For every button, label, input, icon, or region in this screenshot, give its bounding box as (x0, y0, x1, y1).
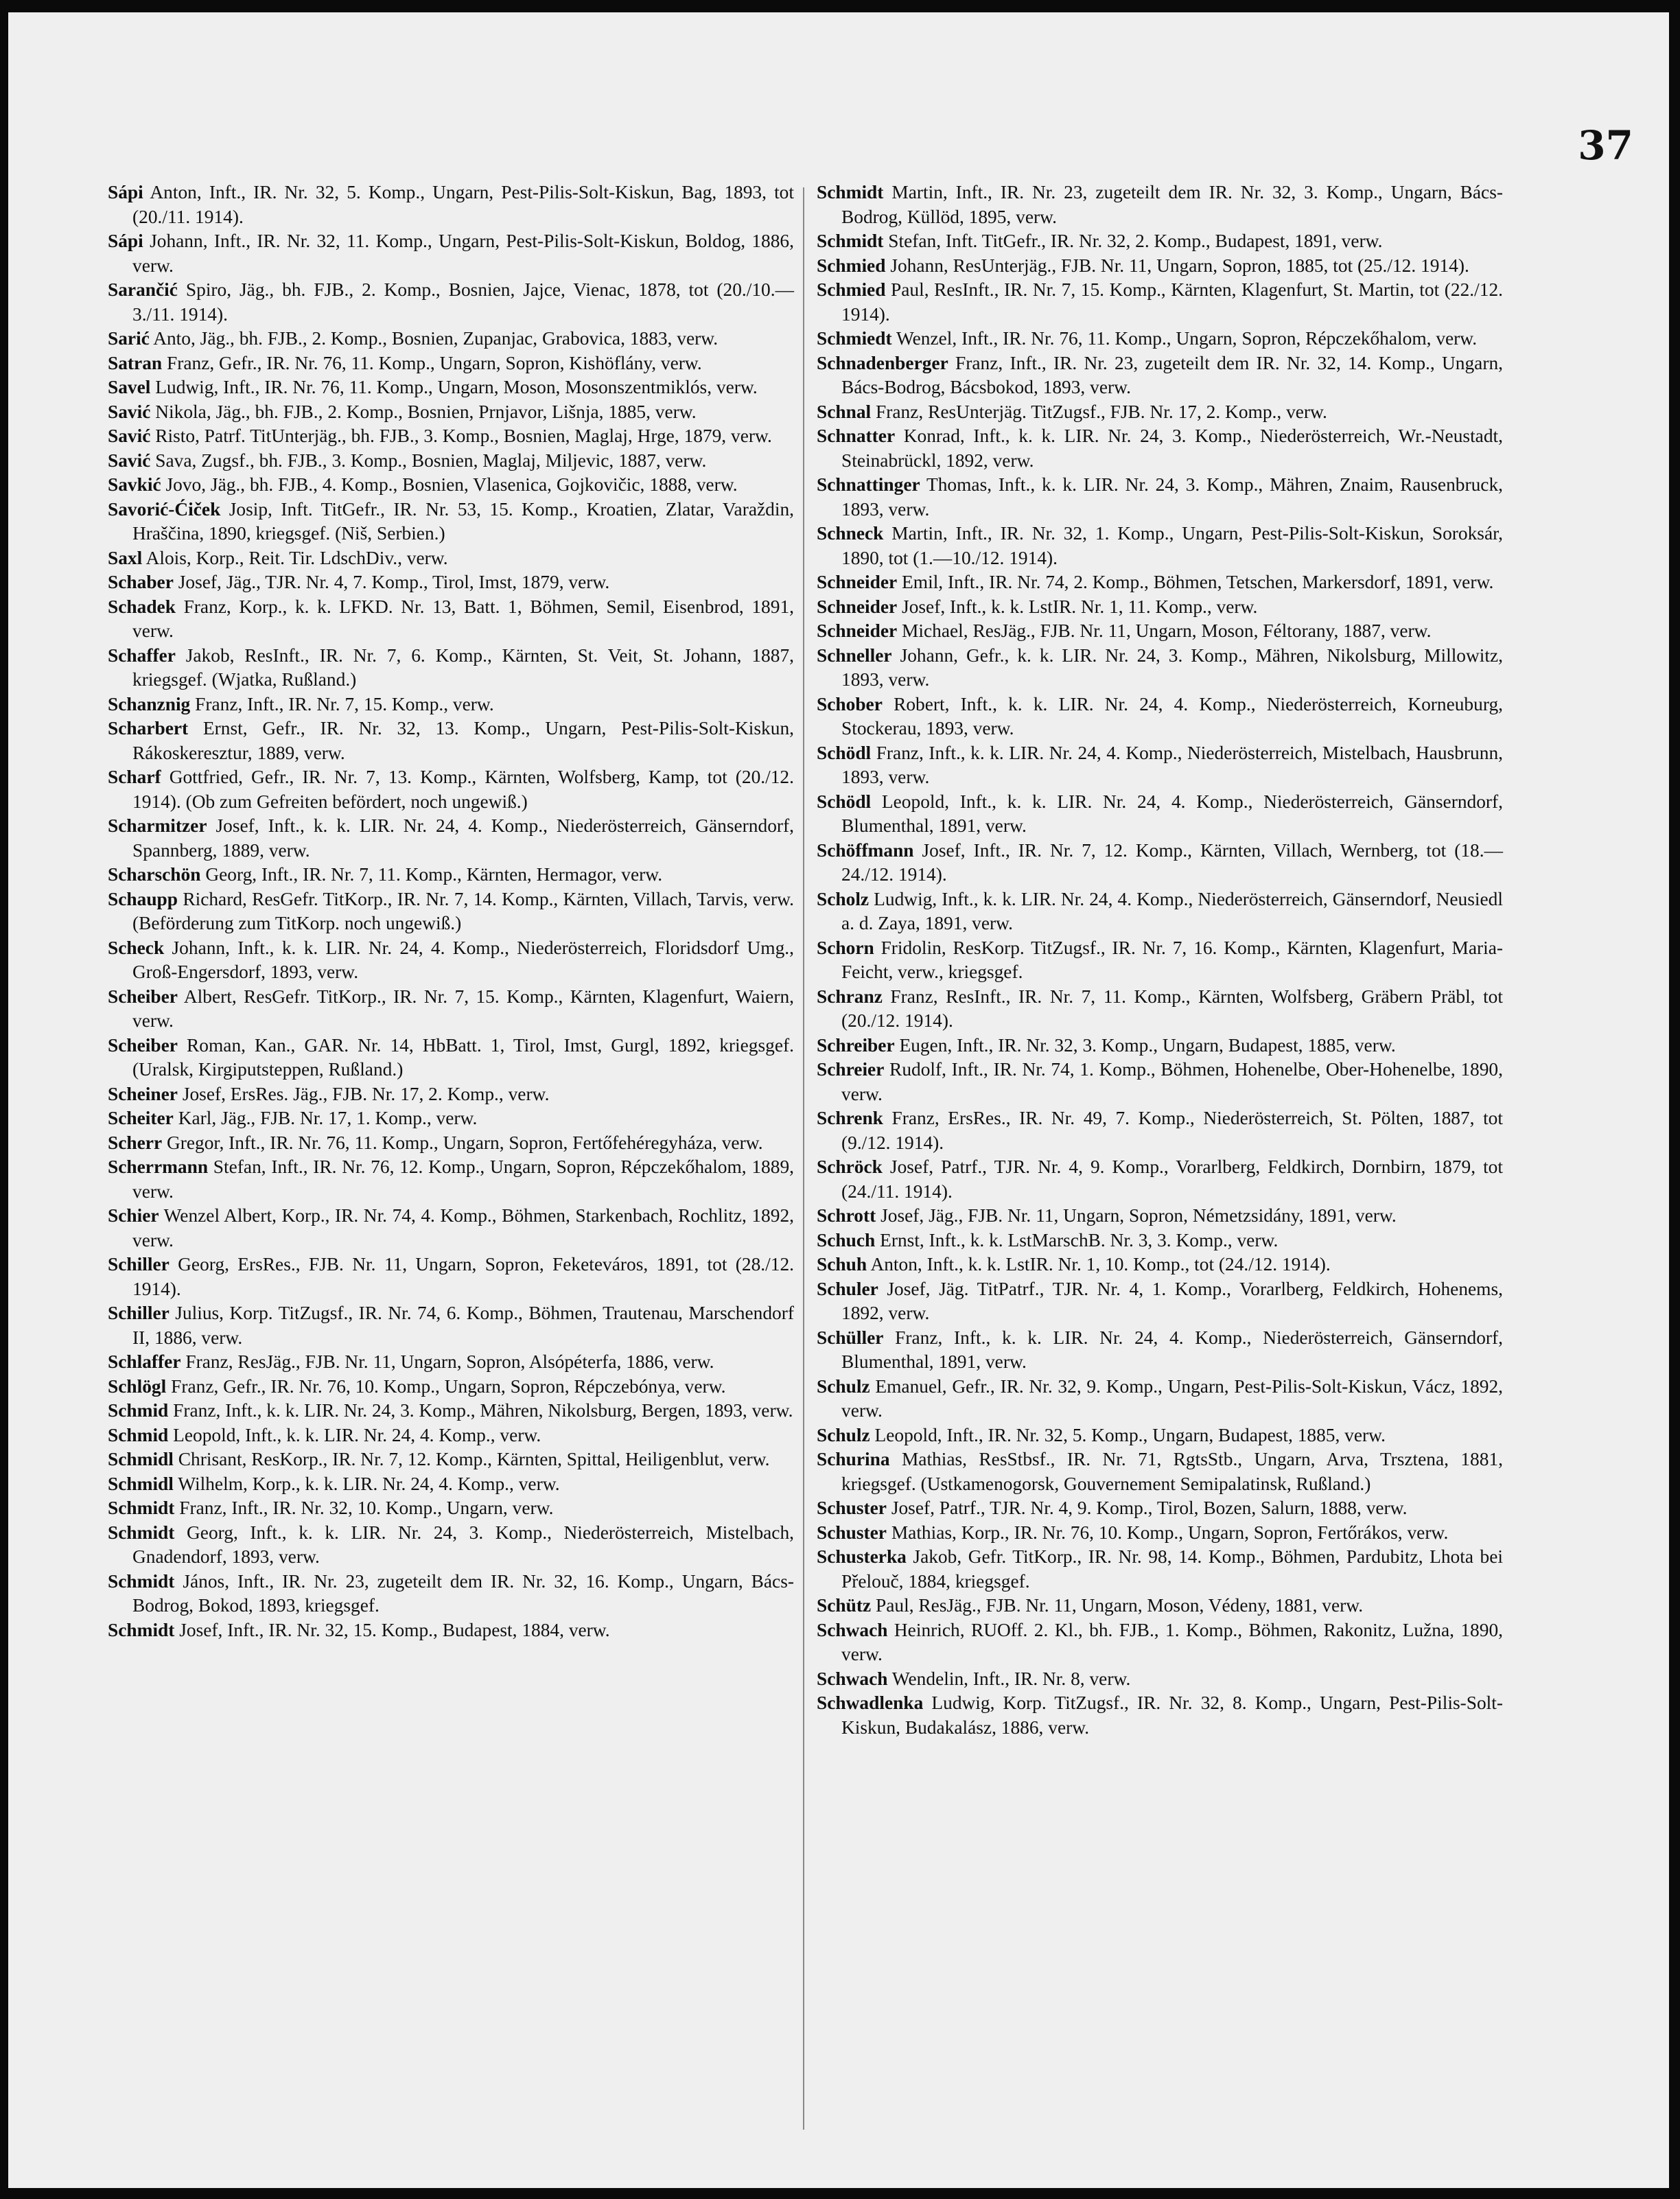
entry-surname: Savkić (108, 474, 161, 495)
entry-surname: Sarančić (108, 279, 178, 300)
entry-surname: Schuch (817, 1229, 876, 1250)
entry-details: Franz, ErsRes., IR. Nr. 49, 7. Komp., Niederösterreich, St. Pölten, 1887, tot (9./12. 1914). (841, 1108, 1503, 1153)
entry-details: Anton, Inft., IR. Nr. 32, 5. Komp., Ungarn, Pest-Pilis-Solt-Kiskun, Bag, 1893, tot (20./11. 1914). (132, 182, 794, 227)
entry-details: Jovo, Jäg., bh. FJB., 4. Komp., Bosnien, Vlasenica, Gojkovičic, 1888, verw. (165, 474, 738, 495)
entry-surname: Schmiedt (817, 328, 892, 349)
entry-details: Karl, Jäg., FJB. Nr. 17, 1. Komp., verw. (178, 1108, 478, 1128)
entry-details: Josef, Inft., IR. Nr. 32, 15. Komp., Budapest, 1884, verw. (179, 1619, 610, 1640)
list-entry (108, 1496, 794, 1521)
list-entry (817, 619, 1503, 644)
list-entry (817, 1229, 1503, 1253)
list-entry (817, 1106, 1503, 1155)
entry-surname: Satran (108, 352, 163, 373)
entry-details: Julius, Korp. TitZugsf., IR. Nr. 74, 6. Komp., Böhmen, Trautenau, Marschendorf II, 1886, verw. (132, 1303, 794, 1348)
entry-details: Josef, Jäg., TJR. Nr. 4, 7. Komp., Tirol, Imst, 1879, verw. (178, 572, 610, 592)
list-entry (817, 1375, 1503, 1423)
entry-details: Paul, ResJäg., FJB. Nr. 11, Ungarn, Moson, Védeny, 1881, verw. (876, 1595, 1364, 1616)
entry-surname: Sápi (108, 231, 143, 251)
entry-surname: Scholz (817, 888, 870, 909)
entry-surname: Saxl (108, 547, 143, 568)
entry-details: Stefan, Inft., IR. Nr. 76, 12. Komp., Ungarn, Sopron, Répczekőhalom, 1889, verw. (132, 1156, 794, 1202)
entry-details: Franz, ResJäg., FJB. Nr. 11, Ungarn, Sopron, Alsópéterfa, 1886, verw. (185, 1351, 714, 1372)
entry-details: Fridolin, ResKorp. TitZugsf., IR. Nr. 7, 16. Komp., Kärnten, Klagenfurt, Maria-Feicht, verw., kriegsgef. (841, 937, 1503, 982)
entry-details: Alois, Korp., Reit. Tir. LdschDiv., verw. (145, 547, 448, 568)
entry-surname: Schmid (108, 1400, 169, 1421)
entry-surname: Sápi (108, 182, 143, 202)
entry-surname: Schödl (817, 791, 872, 812)
list-entry (108, 1204, 794, 1253)
entry-surname: Schreiber (817, 1034, 895, 1056)
entry-surname: Scheck (108, 937, 165, 958)
list-entry (108, 473, 794, 498)
list-entry (108, 351, 794, 376)
entry-details: Rudolf, Inft., IR. Nr. 74, 1. Komp., Böhmen, Hohenelbe, Ober-Hohenelbe, 1890, verw. (841, 1059, 1503, 1104)
list-entry (108, 863, 794, 887)
entry-details: Wenzel, Inft., IR. Nr. 76, 11. Komp., Ungarn, Sopron, Répczekőhalom, verw. (896, 328, 1478, 349)
list-entry (108, 1570, 794, 1618)
list-entry (108, 595, 794, 644)
entry-details: Franz, ResUnterjäg. TitZugsf., FJB. Nr. 17, 2. Komp., verw. (876, 401, 1327, 422)
entry-surname: Schranz (817, 986, 883, 1007)
entry-details: Johann, ResUnterjäg., FJB. Nr. 11, Ungarn, Sopron, 1885, tot (25./12. 1914). (890, 255, 1469, 276)
column-divider (803, 187, 804, 2130)
entry-details: Franz, Inft., k. k. LIR. Nr. 24, 4. Komp., Niederösterreich, Mistelbach, Hausbrunn, 1893, verw. (841, 742, 1503, 787)
entry-details: Franz, ResInft., IR. Nr. 7, 11. Komp., Kärnten, Wolfsberg, Gräbern Präbl, tot (20./12. 1914). (841, 986, 1503, 1031)
list-entry (108, 546, 794, 571)
entry-details: Ludwig, Inft., IR. Nr. 76, 11. Komp., Ungarn, Moson, Mosonszentmiklós, verw. (155, 377, 758, 397)
list-entry (817, 473, 1503, 522)
entry-details: Ludwig, Korp. TitZugsf., IR. Nr. 32, 8. Komp., Ungarn, Pest-Pilis-Solt-Kiskun, Budakalász, 1886, verw. (841, 1692, 1503, 1738)
list-entry (817, 693, 1503, 741)
list-entry (108, 400, 794, 425)
list-entry (817, 1691, 1503, 1740)
list-entry (108, 644, 794, 693)
list-entry (817, 790, 1503, 839)
entry-details: János, Inft., IR. Nr. 23, zugeteilt dem IR. Nr. 32, 16. Komp., Ungarn, Bács-Bodrog, Bokod, 1893, kriegsgef. (132, 1570, 794, 1616)
list-entry (108, 1082, 794, 1107)
list-entry (108, 1521, 794, 1570)
entry-details: Anto, Jäg., bh. FJB., 2. Komp., Bosnien, Zupanjac, Grabovica, 1883, verw. (153, 328, 719, 349)
right-column (817, 181, 1503, 1740)
page-number: 37 (1578, 122, 1633, 169)
list-entry (817, 1521, 1503, 1546)
list-entry (817, 254, 1503, 279)
list-entry (108, 814, 794, 863)
list-entry (108, 570, 794, 595)
entry-surname: Scharmitzer (108, 815, 207, 836)
entry-surname: Schröck (817, 1156, 883, 1177)
list-entry (817, 1618, 1503, 1667)
list-entry (817, 400, 1503, 425)
list-entry (108, 1034, 794, 1082)
entry-surname: Schneck (817, 523, 884, 544)
entry-details: Stefan, Inft. TitGefr., IR. Nr. 32, 2. Komp., Budapest, 1891, verw. (888, 231, 1383, 251)
entry-surname: Schuler (817, 1278, 878, 1299)
entry-surname: Schier (108, 1205, 159, 1226)
entry-details: Richard, ResGefr. TitKorp., IR. Nr. 7, 14. Komp., Kärnten, Villach, Tarvis, verw. (Beförderung zum TitKorp. noch ungewiß.) (132, 888, 794, 933)
list-entry (817, 595, 1503, 620)
entry-surname: Schaupp (108, 888, 178, 909)
entry-surname: Sarić (108, 328, 150, 349)
entry-details: Gregor, Inft., IR. Nr. 76, 11. Komp., Ungarn, Sopron, Fertőfehéregyháza, verw. (166, 1132, 763, 1153)
entry-surname: Scharf (108, 767, 161, 787)
list-entry (817, 278, 1503, 327)
entry-surname: Schmidt (108, 1619, 175, 1640)
entry-surname: Schöffmann (817, 839, 914, 861)
entry-surname: Schober (817, 693, 883, 714)
entry-surname: Schaffer (108, 644, 176, 666)
list-entry (817, 327, 1503, 351)
entry-details: Robert, Inft., k. k. LIR. Nr. 24, 4. Komp., Niederösterreich, Korneuburg, Stockerau, 1893, verw. (841, 693, 1503, 738)
entry-details: Leopold, Inft., k. k. LIR. Nr. 24, 4. Komp., verw. (173, 1424, 541, 1445)
entry-surname: Schusterka (817, 1546, 907, 1567)
entry-details: Franz, Inft., k. k. LIR. Nr. 24, 4. Komp., Niederösterreich, Gänserndorf, Blumenthal, 1891, verw. (841, 1327, 1503, 1372)
entry-details: Wenzel Albert, Korp., IR. Nr. 74, 4. Komp., Böhmen, Starkenbach, Rochlitz, 1892, verw. (132, 1205, 794, 1250)
list-entry (108, 229, 794, 278)
entry-surname: Schneider (817, 572, 898, 592)
entry-details: Roman, Kan., GAR. Nr. 14, HbBatt. 1, Tirol, Imst, Gurgl, 1892, kriegsgef. (Uralsk, Kirgiputsteppen, Rußland.) (132, 1034, 794, 1080)
entry-details: Jakob, Gefr. TitKorp., IR. Nr. 98, 14. Komp., Böhmen, Pardubitz, Lhota bei Přelouč, 1884, kriegsgef. (841, 1546, 1503, 1592)
entry-details: Ludwig, Inft., k. k. LIR. Nr. 24, 4. Komp., Niederösterreich, Gänserndorf, Neusiedl a. d. Zaya, 1891, verw. (841, 888, 1503, 933)
list-entry (817, 1204, 1503, 1229)
list-entry (108, 327, 794, 351)
entry-surname: Schwach (817, 1668, 888, 1689)
entry-surname: Schwadlenka (817, 1692, 924, 1713)
entry-surname: Schnal (817, 401, 872, 422)
entry-surname: Scheiner (108, 1083, 178, 1104)
entry-details: Johann, Inft., k. k. LIR. Nr. 24, 4. Komp., Niederösterreich, Floridsdorf Umg., Groß-Engersdorf, 1893, verw. (132, 937, 794, 982)
entry-details: Franz, Inft., IR. Nr. 32, 10. Komp., Ungarn, verw. (179, 1498, 554, 1518)
entry-surname: Scherrmann (108, 1156, 209, 1177)
document-page (8, 12, 1669, 2188)
entry-details: Franz, Inft., IR. Nr. 23, zugeteilt dem IR. Nr. 32, 14. Komp., Ungarn, Bács-Bodrog, Bácsbokod, 1893, verw. (841, 352, 1503, 397)
entry-surname: Scherr (108, 1132, 163, 1153)
list-entry (817, 644, 1503, 693)
list-entry (108, 424, 794, 449)
entry-surname: Schütz (817, 1595, 872, 1616)
list-entry (108, 1131, 794, 1156)
entry-surname: Schlögl (108, 1375, 167, 1397)
entry-surname: Schnattinger (817, 474, 920, 495)
entry-surname: Schmidt (817, 182, 884, 202)
list-entry (108, 1301, 794, 1350)
list-entry (817, 887, 1503, 936)
entry-details: Konrad, Inft., k. k. LIR. Nr. 24, 3. Komp., Niederösterreich, Wr.-Neustadt, Steinabrückl, 1892, verw. (841, 426, 1503, 471)
list-entry (108, 1618, 794, 1643)
list-entry (817, 1423, 1503, 1448)
entry-details: Wendelin, Inft., IR. Nr. 8, verw. (891, 1668, 1131, 1689)
entry-surname: Schrott (817, 1205, 876, 1226)
entry-details: Josef, Patrf., TJR. Nr. 4, 9. Komp., Vorarlberg, Feldkirch, Dornbirn, 1879, tot (24./11. 1914). (841, 1156, 1503, 1202)
list-entry (817, 1545, 1503, 1594)
entry-surname: Schlaffer (108, 1351, 181, 1372)
entry-details: Leopold, Inft., k. k. LIR. Nr. 24, 4. Komp., Niederösterreich, Gänserndorf, Blumenthal, 1891, verw. (841, 791, 1503, 836)
entry-details: Franz, Gefr., IR. Nr. 76, 10. Komp., Ungarn, Sopron, Répczebónya, verw. (171, 1375, 726, 1397)
list-entry (108, 278, 794, 327)
entry-details: Josef, Patrf., TJR. Nr. 4, 9. Komp., Tirol, Bozen, Salurn, 1888, verw. (891, 1498, 1408, 1518)
entry-surname: Savel (108, 377, 151, 397)
entry-details: Ernst, Inft., k. k. LstMarschB. Nr. 3, 3. Komp., verw. (880, 1229, 1279, 1250)
entry-surname: Schmid (108, 1424, 169, 1445)
entry-surname: Scharbert (108, 718, 189, 738)
entry-surname: Schanznig (108, 693, 191, 714)
entry-details: Franz, Korp., k. k. LFKD. Nr. 13, Batt. 1, Böhmen, Semil, Eisenbrod, 1891, verw. (132, 596, 794, 641)
entry-surname: Schuster (817, 1522, 887, 1543)
entry-details: Mathias, Korp., IR. Nr. 76, 10. Komp., Ungarn, Sopron, Fertőrákos, verw. (891, 1522, 1449, 1543)
entry-details: Eugen, Inft., IR. Nr. 32, 3. Komp., Ungarn, Budapest, 1885, verw. (899, 1034, 1396, 1056)
entry-details: Franz, Inft., IR. Nr. 7, 15. Komp., verw. (195, 693, 494, 714)
entry-details: Albert, ResGefr. TitKorp., IR. Nr. 7, 15. Komp., Kärnten, Klagenfurt, Waiern, verw. (132, 986, 794, 1031)
entry-details: Spiro, Jäg., bh. FJB., 2. Komp., Bosnien, Jajce, Vienac, 1878, tot (20./10.—3./11. 1914). (132, 279, 794, 325)
list-entry (817, 229, 1503, 254)
entry-surname: Schnatter (817, 426, 896, 446)
entry-surname: Schreier (817, 1059, 885, 1080)
entry-details: Paul, ResInft., IR. Nr. 7, 15. Komp., Kärnten, Klagenfurt, St. Martin, tot (22./12. 1914). (841, 279, 1503, 325)
entry-surname: Schüller (817, 1327, 884, 1348)
entry-surname: Schorn (817, 937, 874, 958)
list-entry (817, 1496, 1503, 1521)
entry-details: Sava, Zugsf., bh. FJB., 3. Komp., Bosnien, Maglaj, Miljevic, 1887, verw. (155, 450, 707, 471)
list-entry (108, 1106, 794, 1131)
entry-surname: Schneider (817, 620, 898, 641)
entry-details: Josef, Inft., k. k. LstIR. Nr. 1, 11. Komp., verw. (902, 596, 1258, 617)
entry-surname: Schiller (108, 1303, 170, 1323)
entry-details: Wilhelm, Korp., k. k. LIR. Nr. 24, 4. Komp., verw. (178, 1473, 560, 1494)
list-entry (108, 936, 794, 985)
list-entry (108, 1375, 794, 1399)
entry-surname: Schneller (817, 644, 892, 666)
entry-details: Heinrich, RUOff. 2. Kl., bh. FJB., 1. Komp., Böhmen, Rakonitz, Lužna, 1890, verw. (841, 1619, 1503, 1664)
entry-surname: Schulz (817, 1375, 870, 1397)
entry-details: Anton, Inft., k. k. LstIR. Nr. 1, 10. Komp., tot (24./12. 1914). (870, 1254, 1331, 1275)
entry-surname: Savić (108, 426, 151, 446)
entry-surname: Savorić-Ćiček (108, 498, 221, 520)
entry-surname: Savić (108, 401, 151, 422)
entry-surname: Schmidt (108, 1570, 175, 1592)
list-entry (817, 424, 1503, 473)
list-entry (817, 1034, 1503, 1058)
entry-details: Michael, ResJäg., FJB. Nr. 11, Ungarn, Moson, Féltorany, 1887, verw. (902, 620, 1432, 641)
entry-surname: Schwach (817, 1619, 888, 1640)
list-entry (108, 1399, 794, 1423)
entry-surname: Schuster (817, 1498, 887, 1518)
list-entry (108, 693, 794, 717)
list-entry (817, 522, 1503, 570)
entry-surname: Schurina (817, 1449, 890, 1469)
list-entry (817, 1155, 1503, 1204)
list-entry (817, 1326, 1503, 1375)
list-entry (108, 1447, 794, 1472)
entry-details: Josef, Inft., IR. Nr. 7, 12. Komp., Kärnten, Villach, Wernberg, tot (18.—24./12. 1914). (841, 839, 1503, 885)
list-entry (108, 765, 794, 814)
entry-surname: Schmidt (108, 1522, 175, 1543)
entry-details: Chrisant, ResKorp., IR. Nr. 7, 12. Komp., Kärnten, Spittal, Heiligenblut, verw. (178, 1449, 770, 1469)
entry-details: Martin, Inft., IR. Nr. 32, 1. Komp., Ungarn, Pest-Pilis-Solt-Kiskun, Soroksár, 1890, tot (1.—10./12. 1914). (841, 523, 1503, 568)
entry-surname: Schrenk (817, 1108, 883, 1128)
entry-details: Johann, Inft., IR. Nr. 32, 11. Komp., Ungarn, Pest-Pilis-Solt-Kiskun, Boldog, 1886, verw. (132, 231, 794, 276)
list-entry (817, 351, 1503, 400)
list-entry (817, 570, 1503, 595)
entry-details: Jakob, ResInft., IR. Nr. 7, 6. Komp., Kärnten, St. Veit, St. Johann, 1887, kriegsgef. (Wjatka, Rußland.) (132, 644, 794, 690)
entry-surname: Schneider (817, 596, 898, 617)
entry-details: Risto, Patrf. TitUnterjäg., bh. FJB., 3. Komp., Bosnien, Maglaj, Hrge, 1879, verw. (155, 426, 772, 446)
list-entry (108, 1472, 794, 1497)
list-entry (108, 498, 794, 546)
entry-surname: Scheiber (108, 986, 178, 1007)
entry-surname: Scharschön (108, 864, 201, 885)
left-column (108, 181, 794, 1642)
entry-details: Nikola, Jäg., bh. FJB., 2. Komp., Bosnien, Prnjavor, Lišnja, 1885, verw. (155, 401, 697, 422)
entry-surname: Schmied (817, 255, 886, 276)
list-entry (817, 985, 1503, 1034)
entry-details: Josef, Jäg., FJB. Nr. 11, Ungarn, Sopron, Németzsidány, 1891, verw. (880, 1205, 1397, 1226)
list-entry (817, 181, 1503, 229)
entry-details: Josip, Inft. TitGefr., IR. Nr. 53, 15. Komp., Kroatien, Zlatar, Varaždin, Hraščina, 1890, kriegsgef. (Niš, Serbien.) (132, 498, 794, 544)
entry-details: Franz, Inft., k. k. LIR. Nr. 24, 3. Komp., Mähren, Nikolsburg, Bergen, 1893, verw. (173, 1400, 793, 1421)
list-entry (817, 1277, 1503, 1326)
entry-surname: Schadek (108, 596, 176, 617)
entry-details: Leopold, Inft., IR. Nr. 32, 5. Komp., Ungarn, Budapest, 1885, verw. (874, 1424, 1386, 1445)
entry-surname: Savić (108, 450, 151, 471)
entry-details: Gottfried, Gefr., IR. Nr. 7, 13. Komp., Kärnten, Wolfsberg, Kamp, tot (20./12. 1914). (Ob zum Gefreiten befördert, noch ungewiß.) (132, 767, 794, 812)
list-entry (108, 375, 794, 400)
entry-surname: Schulz (817, 1424, 870, 1445)
entry-surname: Scheiber (108, 1034, 178, 1056)
entry-details: Georg, Inft., IR. Nr. 7, 11. Komp., Kärnten, Hermagor, verw. (205, 864, 663, 885)
entry-details: Thomas, Inft., k. k. LIR. Nr. 24, 3. Komp., Mähren, Znaim, Rausenbruck, 1893, verw. (841, 474, 1503, 520)
list-entry (108, 181, 794, 229)
entry-details: Franz, Gefr., IR. Nr. 76, 11. Komp., Ungarn, Sopron, Kishöflány, verw. (167, 352, 702, 373)
entry-surname: Schnadenberger (817, 352, 948, 373)
entry-surname: Schiller (108, 1254, 170, 1275)
list-entry (108, 717, 794, 765)
entry-details: Josef, Jäg. TitPatrf., TJR. Nr. 4, 1. Komp., Vorarlberg, Feldkirch, Hohenems, 1892, verw. (841, 1278, 1503, 1323)
list-entry (817, 1594, 1503, 1618)
list-entry (817, 1447, 1503, 1496)
entry-surname: Schaber (108, 572, 174, 592)
entry-details: Georg, Inft., k. k. LIR. Nr. 24, 3. Komp., Niederösterreich, Mistelbach, Gnadendorf, 1893, verw. (132, 1522, 794, 1567)
list-entry (108, 1155, 794, 1204)
list-entry (817, 741, 1503, 790)
list-entry (817, 839, 1503, 887)
entry-details: Emil, Inft., IR. Nr. 74, 2. Komp., Böhmen, Tetschen, Markersdorf, 1891, verw. (902, 572, 1494, 592)
list-entry (817, 1667, 1503, 1692)
entry-surname: Schödl (817, 742, 872, 763)
list-entry (108, 887, 794, 936)
list-entry (108, 1253, 794, 1301)
list-entry (817, 936, 1503, 985)
list-entry (108, 1423, 794, 1448)
list-entry (817, 1253, 1503, 1277)
entry-details: Johann, Gefr., k. k. LIR. Nr. 24, 3. Komp., Mähren, Nikolsburg, Millowitz, 1893, verw. (841, 644, 1503, 690)
entry-details: Josef, ErsRes. Jäg., FJB. Nr. 17, 2. Komp., verw. (182, 1083, 550, 1104)
entry-details: Emanuel, Gefr., IR. Nr. 32, 9. Komp., Ungarn, Pest-Pilis-Solt-Kiskun, Vácz, 1892, verw. (841, 1375, 1503, 1421)
entry-surname: Schmidl (108, 1473, 174, 1494)
entry-surname: Schmidt (817, 231, 884, 251)
entry-details: Ernst, Gefr., IR. Nr. 32, 13. Komp., Ungarn, Pest-Pilis-Solt-Kiskun, Rákoskeresztur, 1889, verw. (132, 718, 794, 763)
entry-details: Mathias, ResStbsf., IR. Nr. 71, RgtsStb., Ungarn, Arva, Trsztena, 1881, kriegsgef. (Ustkamenogorsk, Gouvernement Semipalatinsk, Rußland.) (841, 1449, 1503, 1494)
entry-details: Josef, Inft., k. k. LIR. Nr. 24, 4. Komp., Niederösterreich, Gänserndorf, Spannberg, 1889, verw. (132, 815, 794, 861)
entry-surname: Schmidl (108, 1449, 174, 1469)
entry-surname: Schmidt (108, 1498, 175, 1518)
entry-details: Georg, ErsRes., FJB. Nr. 11, Ungarn, Sopron, Feketeváros, 1891, tot (28./12. 1914). (132, 1254, 794, 1299)
list-entry (108, 985, 794, 1034)
entry-surname: Scheiter (108, 1108, 174, 1128)
entry-surname: Schuh (817, 1254, 867, 1275)
list-entry (108, 1350, 794, 1375)
list-entry (108, 449, 794, 474)
entry-details: Martin, Inft., IR. Nr. 23, zugeteilt dem IR. Nr. 32, 3. Komp., Ungarn, Bács-Bodrog, Küllöd, 1895, verw. (841, 182, 1503, 227)
entry-surname: Schmied (817, 279, 886, 300)
list-entry (817, 1058, 1503, 1106)
